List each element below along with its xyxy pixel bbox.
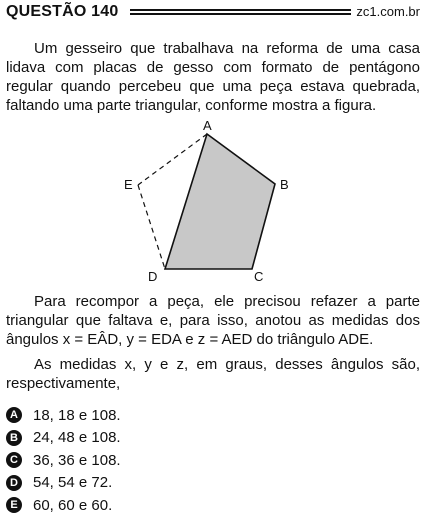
option-text: 36, 36 e 108. [33, 451, 121, 469]
option-text: 60, 60 e 60. [33, 496, 113, 514]
vertex-label-c: C [254, 269, 264, 284]
option-letter-badge: C [6, 452, 22, 468]
option-c[interactable] [6, 449, 121, 472]
option-a[interactable] [6, 404, 121, 427]
option-letter-badge: E [6, 497, 22, 513]
statement-paragraph-1: Um gesseiro que trabalhava na reforma de uma casa lidava com placas de gesso com formato de pentágono regular quando percebeu que uma peça estava quebrada, faltando uma parte triangular, conforme mostra a figura. [6, 40, 420, 114]
vertex-label-b: B [280, 177, 289, 192]
broken-pentagon-shape [165, 134, 275, 269]
dashed-edge-ed [138, 185, 165, 269]
option-letter-badge: B [6, 430, 22, 446]
answer-options [6, 404, 121, 517]
option-b[interactable] [6, 427, 121, 450]
option-text: 18, 18 e 108. [33, 406, 121, 424]
statement-paragraph-2: Para recompor a peça, ele precisou refazer a parte triangular que faltava e, para isso, anotou as medidas dos ângulos x = EÂD, y = EDA e z = AED do triângulo ADE. [6, 293, 420, 348]
vertex-label-d: D [148, 269, 158, 284]
pentagon-figure [0, 110, 426, 290]
option-letter-badge: D [6, 475, 22, 491]
option-d[interactable] [6, 472, 121, 495]
site-name: zc1.com.br [356, 4, 420, 19]
option-text: 24, 48 e 108. [33, 429, 121, 447]
question-number: QUESTÃO 140 [6, 3, 119, 20]
question-header [6, 2, 420, 22]
option-letter-badge: A [6, 407, 22, 423]
statement-paragraph-3: As medidas x, y e z, em graus, desses ângulos são, respectivamente, [6, 356, 420, 392]
vertex-label-a: A [203, 118, 212, 133]
vertex-label-e: E [124, 177, 133, 192]
header-rule [130, 9, 351, 15]
option-e[interactable] [6, 494, 121, 517]
option-text: 54, 54 e 72. [33, 474, 113, 492]
